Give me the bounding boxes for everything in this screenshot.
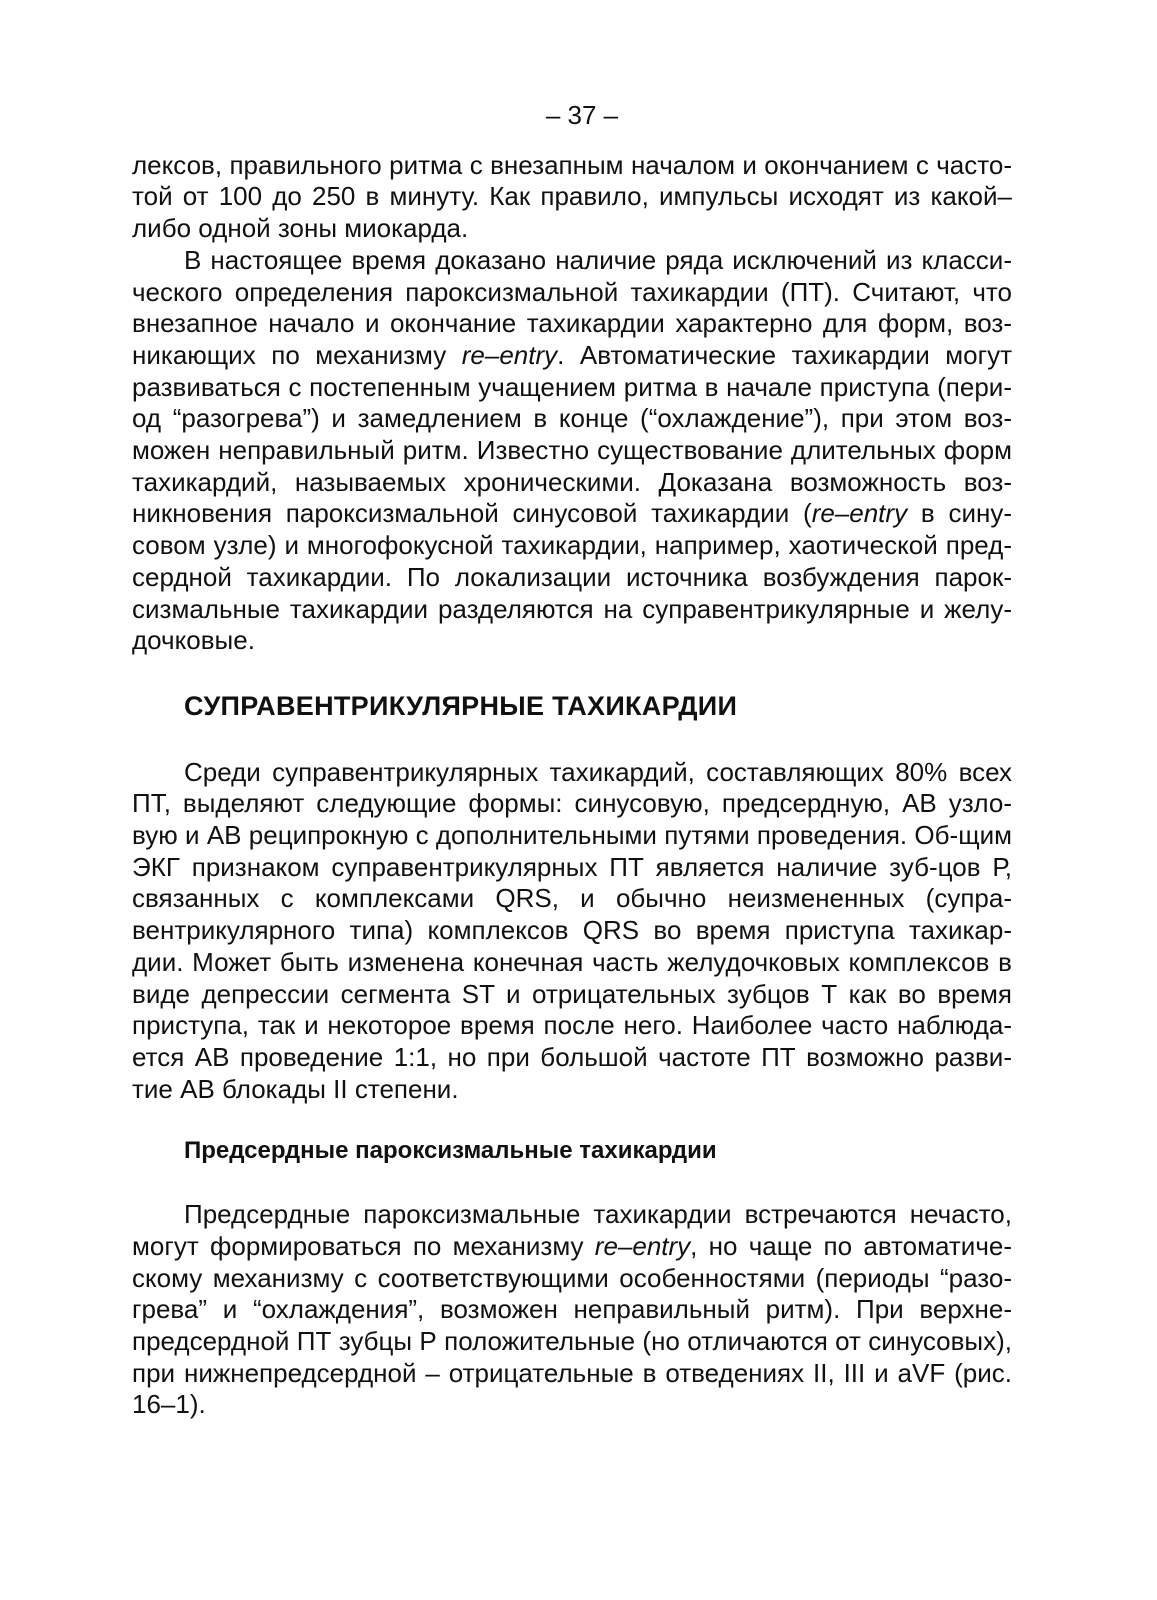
paragraph-4-text-b: , но чаще по автоматиче-скому механизму с соответствующими особенностями (периоды “разо-грева” и “охлаждения”, возможен неправильный ритм). При верхне-предсердной ПТ зубцы Р положительные (но отличаются от синусовых), при нижнепредсердной – отрицательные в отведениях II, III и aVF (рис. 16–1). <box>132 1230 1012 1420</box>
page-number: – 37 – <box>545 100 619 130</box>
paragraph-2-term-b: re–entry <box>811 498 908 529</box>
document-page <box>132 100 1012 1421</box>
section-heading-supraventricular: СУПРАВЕНТРИКУЛЯРНЫЕ ТАХИКАРДИИ <box>184 690 738 721</box>
paragraph-1 <box>132 150 1012 245</box>
paragraph-2-text-b: . Автоматические тахикардии могут развиваться с постепенным учащением ритма в начале приступа (пери-од “разогрева”) и замедлением в конце (“охлаждение”), при этом воз-можен неправильный ритм. Известно существование длительных форм тахикардий, называемых хроническими. Доказана возможность воз-никновения пароксизмальной синусовой тахикардии ( <box>132 339 1012 529</box>
paragraph-2-term-a: re–entry <box>461 339 558 370</box>
paragraph-4-text-a: Предсердные пароксизмальные тахикардии встречаются нечасто, могут формироваться по механизму <box>132 1199 1012 1261</box>
paragraph-4 <box>132 1199 1012 1421</box>
paragraph-1-text: лексов, правильного ритма с внезапным началом и окончанием с часто-той от 100 до 250 в минуту. Как правило, импульсы исходят из какой–либо одной зоны миокарда. <box>132 149 1012 244</box>
paragraph-2-text-c: в сину-совом узле) и многофокусной тахикардии, например, хаотической пред-сердной тахикардии. По локализации источника возбуждения парок-сизмальные тахикардии разделяются на суправентрикулярные и желу-дочковые. <box>132 498 1012 656</box>
paragraph-2 <box>132 245 1012 657</box>
paragraph-2-text-a: В настоящее время доказано наличие ряда исключений из класси-ческого определения пароксизмальной тахикардии (ПТ). Считают, что внезапное начало и окончание тахикардии характерно для форм, воз-никающих по механизму <box>132 244 1012 370</box>
subsection-heading-atrial: Предсердные пароксизмальные тахикардии <box>184 1137 717 1165</box>
paragraph-3: Среди суправентрикулярных тахикардий, составляющих 80% всех ПТ, выделяют следующие формы: синусовую, предсердную, АВ узло-вую и АВ реципрокную с дополнительными путями проведения. Об-щим ЭКГ признаком суправентрикулярных ПТ является наличие зуб-цов Р, связанных с комплексами QRS, и обычно неизмененных (супра-вентрикулярного типа) комплексов QRS во время приступа тахикар-дии. Может быть изменена конечная часть желудочковых комплексов в виде депрессии сегмента ST и отрицательных зубцов Т как во время приступа, так и некоторое время после него. Наиболее часто наблюда-ется АВ проведение 1:1, но при большой частоте ПТ возможно разви-тие АВ блокады II степени. <box>132 756 1012 1104</box>
paragraph-4-term: re–entry <box>594 1230 691 1261</box>
